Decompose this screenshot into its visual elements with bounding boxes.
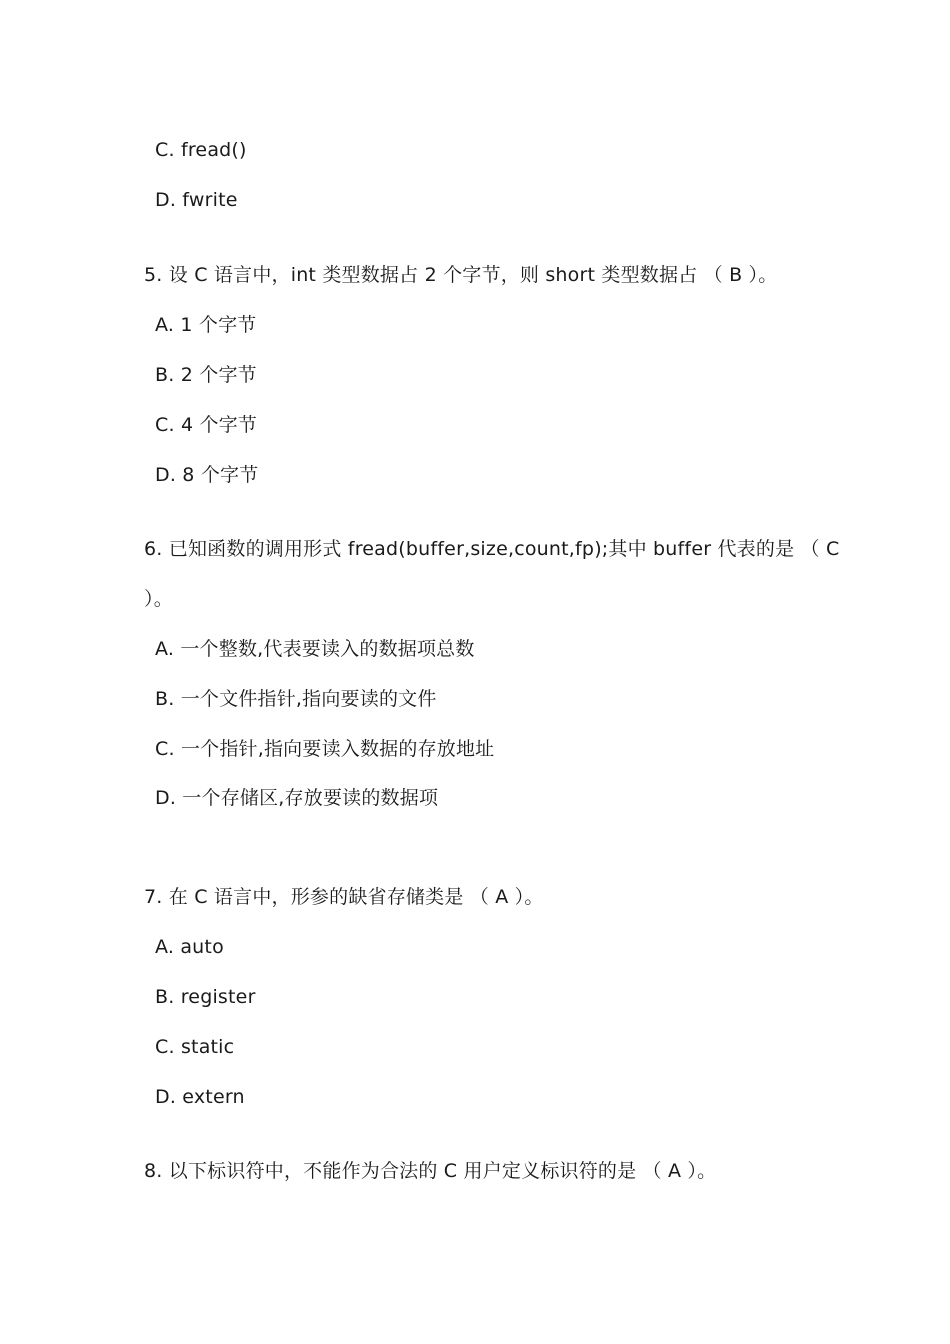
option-4c: C. fread()	[155, 139, 247, 161]
question-7: 7. 在 C 语言中，形参的缺省存储类是 （ A ）。	[144, 886, 544, 908]
option-7a: A. auto	[155, 936, 224, 958]
option-6a: A. 一个整数,代表要读入的数据项总数	[155, 638, 475, 660]
question-6-line-1: 6. 已知函数的调用形式 fread(buffer,size,count,fp);其中 buffer 代表的是 （ C	[144, 538, 840, 560]
option-7b: B. register	[155, 986, 256, 1008]
option-5c: C. 4 个字节	[155, 414, 258, 436]
question-8: 8. 以下标识符中，不能作为合法的 C 用户定义标识符的是 （ A ）。	[144, 1160, 717, 1182]
option-5d: D. 8 个字节	[155, 464, 259, 486]
question-6-line-2: ）。	[144, 588, 173, 610]
option-7c: C. static	[155, 1036, 235, 1058]
option-7d: D. extern	[155, 1086, 245, 1108]
option-6c: C. 一个指针,指向要读入数据的存放地址	[155, 738, 495, 760]
option-5b: B. 2 个字节	[155, 364, 257, 386]
question-5: 5. 设 C 语言中，int 类型数据占 2 个字节，则 short 类型数据占 （ B ）。	[144, 264, 778, 286]
option-4d: D. fwrite	[155, 189, 238, 211]
option-6b: B. 一个文件指针,指向要读的文件	[155, 688, 437, 710]
option-5a: A. 1 个字节	[155, 314, 257, 336]
option-6d: D. 一个存储区,存放要读的数据项	[155, 787, 439, 809]
